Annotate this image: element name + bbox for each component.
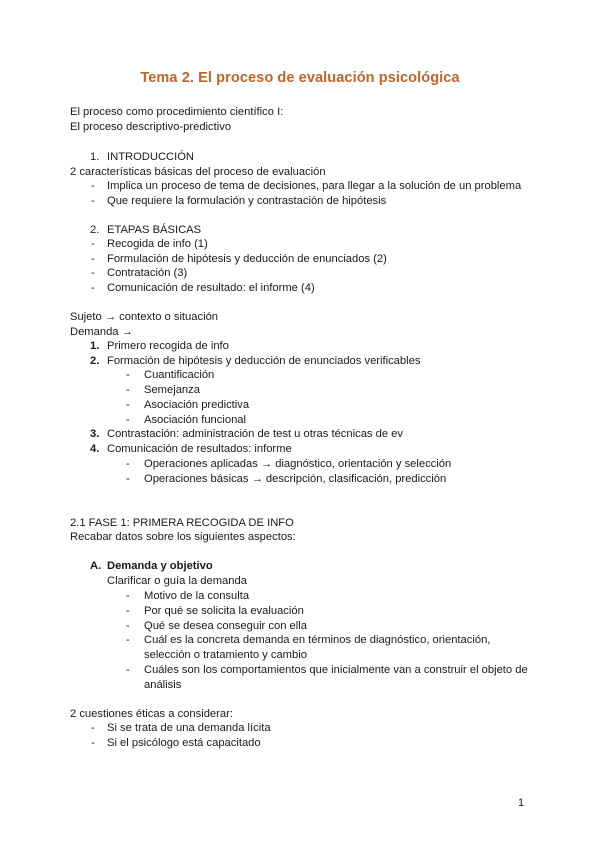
flow-line-1: Sujeto → contexto o situación <box>70 311 219 323</box>
subsection-label: A. <box>90 560 102 572</box>
sub-item-continued: análisis <box>144 679 182 691</box>
section-1-heading: INTRODUCCIÓN <box>107 151 195 163</box>
bullet-dash: - <box>91 722 95 734</box>
sub-item: Semejanza <box>144 384 200 396</box>
fase1-heading: 2.1 FASE 1: PRIMERA RECOGIDA DE INFO <box>70 517 294 529</box>
list-item: Si se trata de una demanda lícita <box>107 722 271 734</box>
sub-item: Asociación predictiva <box>144 399 250 411</box>
subsection-lead: Clarificar o guía la demanda <box>107 575 247 587</box>
bullet-dash: - <box>91 282 95 294</box>
bullet-dash: - <box>126 634 130 646</box>
list-item: Contratación (3) <box>107 267 188 279</box>
bullet-dash: - <box>91 267 95 279</box>
bullet-dash: - <box>126 458 130 470</box>
sub-item: Motivo de la consulta <box>144 590 250 602</box>
step-text: Primero recogida de info <box>107 340 229 352</box>
sub-item: Operaciones aplicadas → diagnóstico, orientación y selección <box>144 458 452 470</box>
list-item: Que requiere la formulación y contrastación de hipótesis <box>107 195 387 207</box>
list-item: Comunicación de resultado: el informe (4) <box>107 282 315 294</box>
bullet-dash: - <box>126 399 130 411</box>
section-2-heading: ETAPAS BÁSICAS <box>107 224 202 236</box>
bullet-dash: - <box>126 473 130 485</box>
step-number: 3. <box>90 428 100 440</box>
sub-item: Por qué se solicita la evaluación <box>144 605 304 617</box>
bullet-dash: - <box>91 737 95 749</box>
sub-item: Cuantificación <box>144 369 215 381</box>
bullet-dash: - <box>126 605 130 617</box>
sub-item: Asociación funcional <box>144 414 246 426</box>
bullet-dash: - <box>126 664 130 676</box>
list-item: Formulación de hipótesis y deducción de enunciados (2) <box>107 253 387 265</box>
bullet-dash: - <box>126 414 130 426</box>
step-number: 2. <box>90 355 100 367</box>
bullet-dash: - <box>91 238 95 250</box>
bullet-dash: - <box>91 195 95 207</box>
step-text: Comunicación de resultados: informe <box>107 443 292 455</box>
sub-item: Cuál es la concreta demanda en términos de diagnóstico, orientación, <box>144 634 491 646</box>
bullet-dash: - <box>126 369 130 381</box>
list-item: Implica un proceso de tema de decisiones, para llegar a la solución de un problema <box>107 180 522 192</box>
flow-line-2: Demanda → <box>70 326 133 338</box>
bullet-dash: - <box>91 253 95 265</box>
bullet-dash: - <box>91 180 95 192</box>
sub-item-continued: selección o tratamiento y cambio <box>144 649 307 661</box>
section-1-lead: 2 características básicas del proceso de evaluación <box>70 166 326 178</box>
sub-item: Qué se desea conseguir con ella <box>144 620 307 632</box>
list-item: Si el psicólogo está capacitado <box>107 737 261 749</box>
bullet-dash: - <box>126 384 130 396</box>
list-item: Recogida de info (1) <box>107 238 208 250</box>
step-number: 4. <box>90 443 100 455</box>
sub-item: Cuáles son los comportamientos que inicialmente van a construir el objeto de <box>144 664 528 676</box>
intro-line-1: El proceso como procedimiento científico I: <box>70 106 284 118</box>
ethics-lead: 2 cuestiones éticas a considerar: <box>70 708 233 720</box>
page-title: Tema 2. El proceso de evaluación psicológica <box>140 70 460 86</box>
step-text: Formación de hipótesis y deducción de enunciados verificables <box>107 355 421 367</box>
sub-item: Operaciones básicas → descripción, clasificación, predicción <box>144 473 447 485</box>
bullet-dash: - <box>126 620 130 632</box>
intro-line-2: El proceso descriptivo-predictivo <box>70 121 232 133</box>
subsection-heading: Demanda y objetivo <box>107 560 213 572</box>
page-number: 1 <box>518 797 525 809</box>
step-text: Contrastación: administración de test u otras técnicas de ev <box>107 428 403 440</box>
bullet-dash: - <box>126 590 130 602</box>
section-2-number: 2. <box>90 224 100 236</box>
step-number: 1. <box>90 340 100 352</box>
fase1-lead: Recabar datos sobre los siguientes aspectos: <box>70 531 296 543</box>
section-1-number: 1. <box>90 151 100 163</box>
